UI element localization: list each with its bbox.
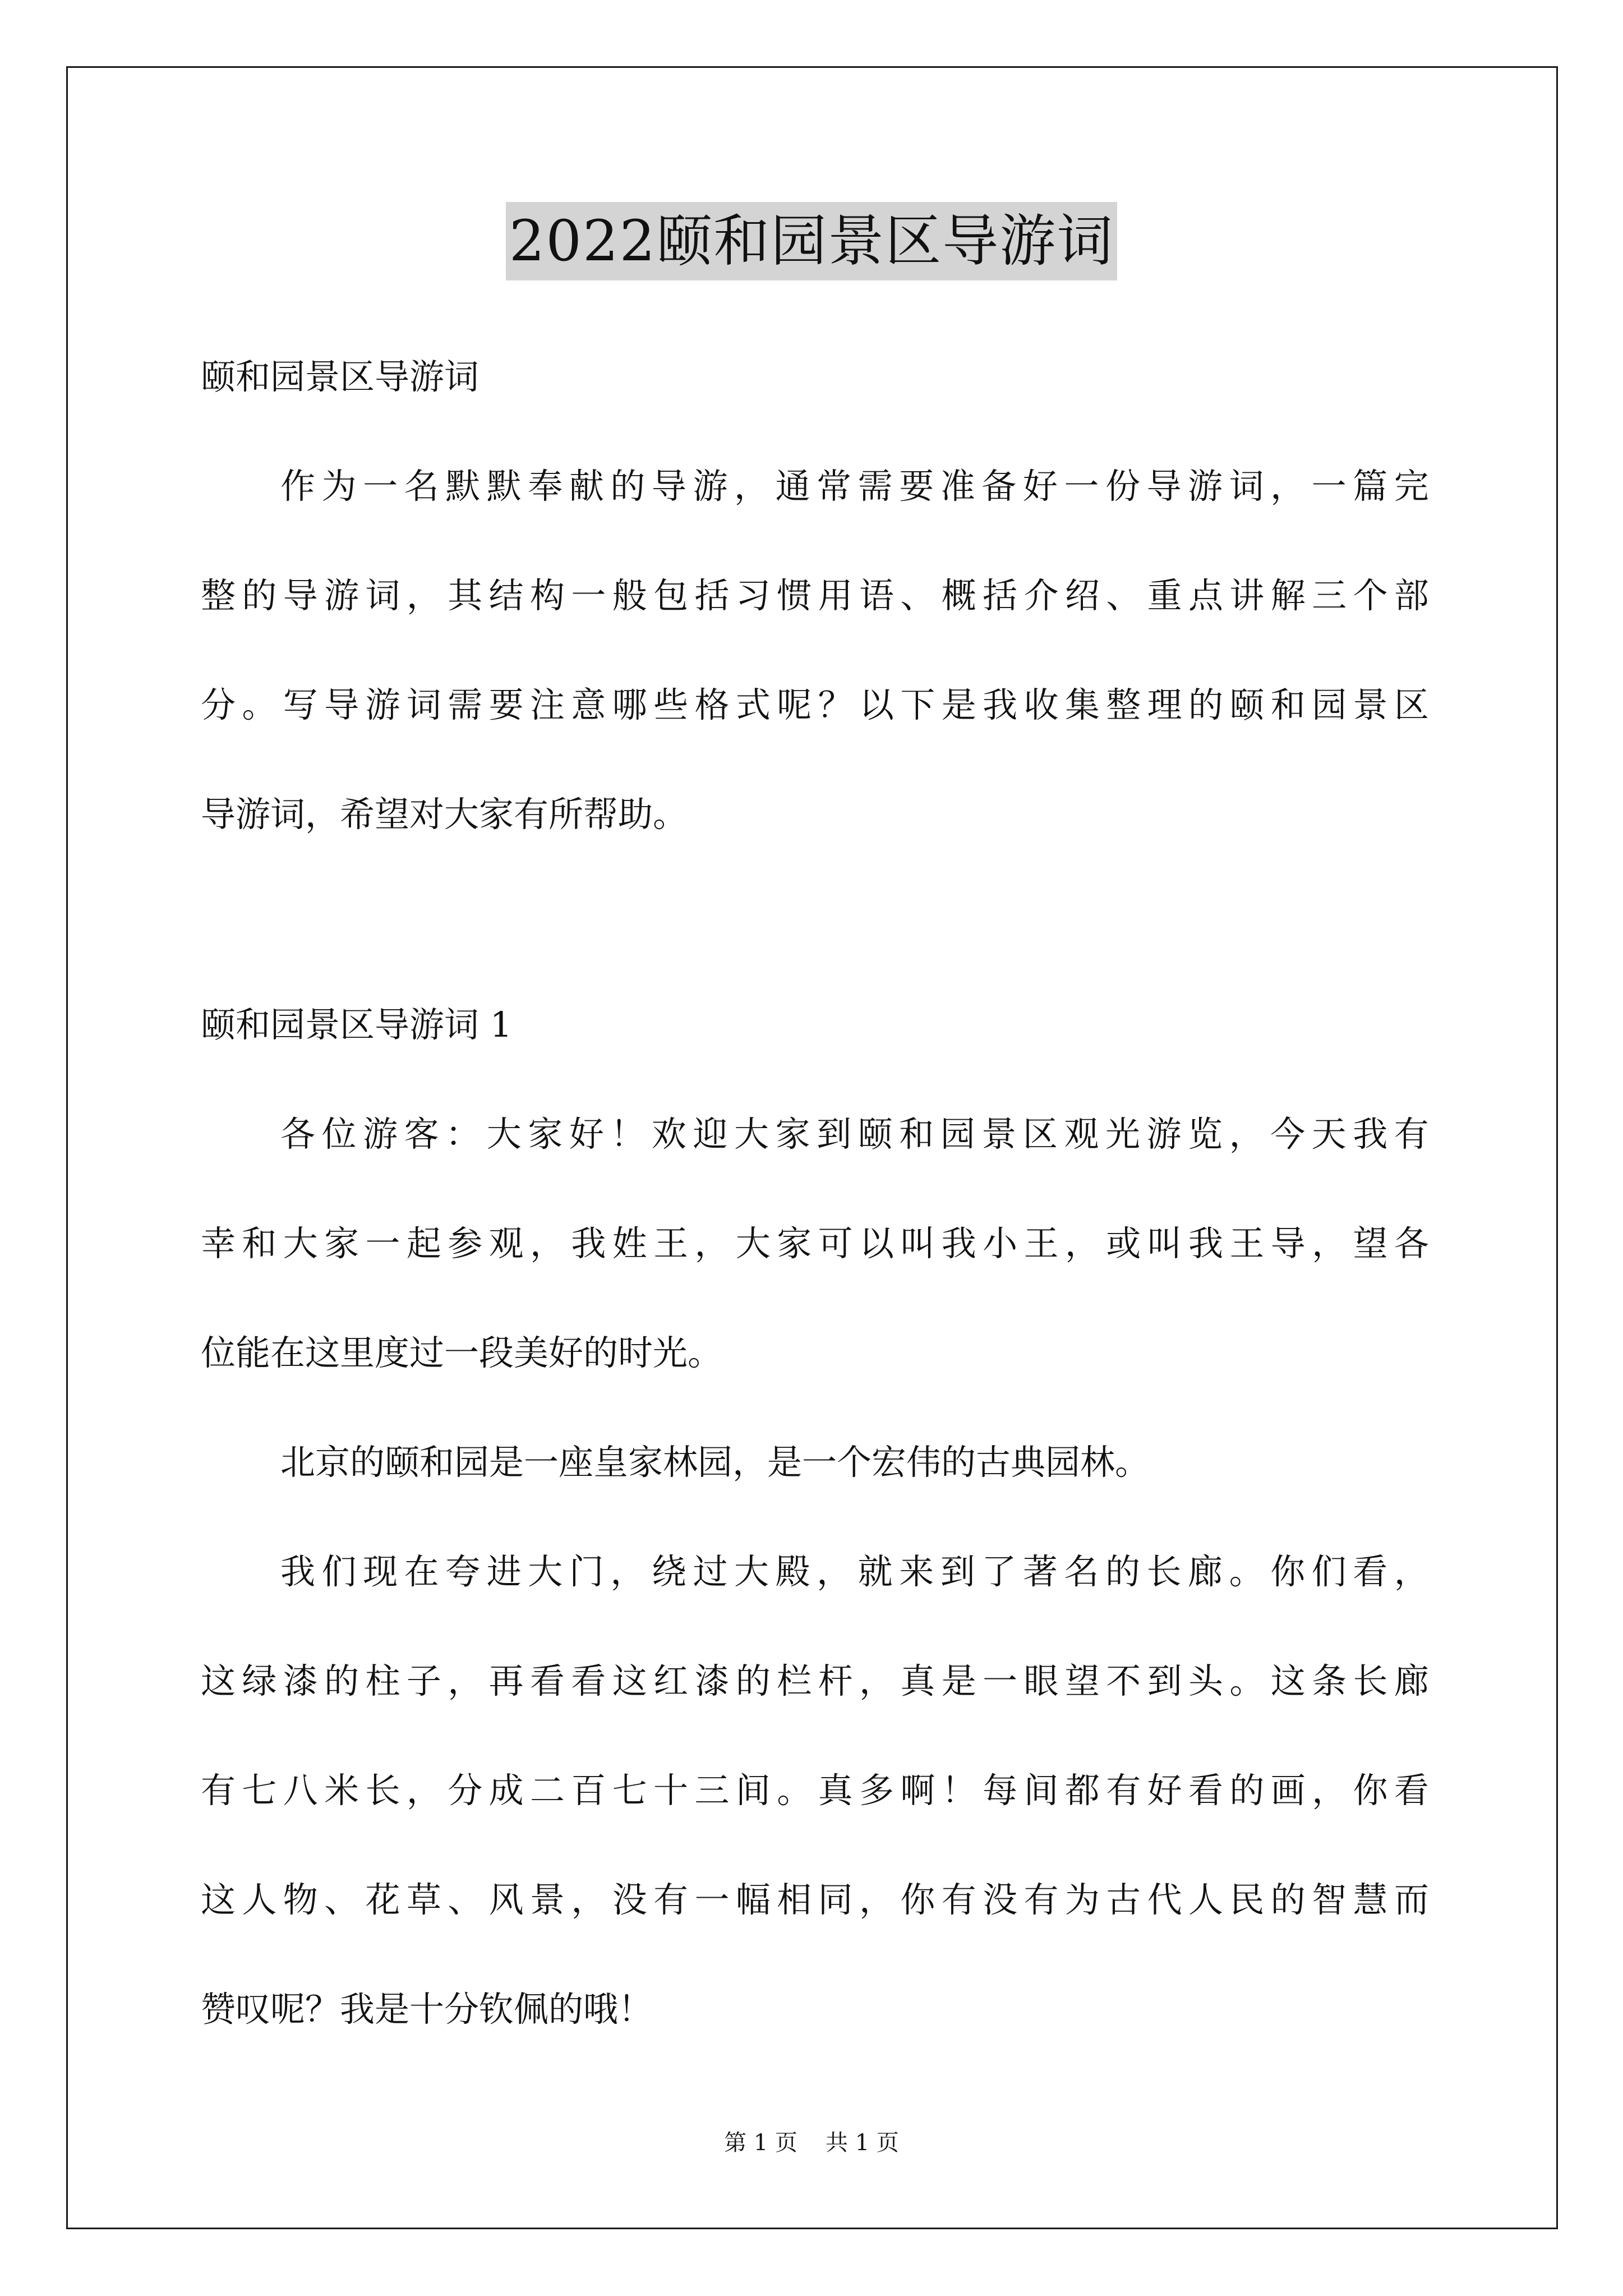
para1-line-3: 位能在这里度过一段美好的时光。 [201,1332,723,1373]
para3-line-2: 这 绿 漆 的 柱 子 ， 再 看 看 这 红 漆 的 栏 杆 ， 真 是 一 眼 望 不 到 头 。 这 条 长 廊 [201,1660,1429,1701]
intro-line-3: 分 。 写 导 游 词 需 要 注 意 哪 些 格 式 呢 ？ 以 下 是 我 收 集 整 理 的 颐 和 园 景 区 [201,684,1429,725]
intro-line-2: 整 的 导 游 词 ， 其 结 构 一 般 包 括 习 惯 用 语 、 概 括 介 绍 、 重 点 讲 解 三 个 部 [201,575,1429,616]
para2-line-1: 北京的颐和园是一座皇家林园，是一个宏伟的古典园林。 [280,1442,1150,1483]
para1-line-1: 各 位 游 客 ： 大 家 好 ！ 欢 迎 大 家 到 颐 和 园 景 区 观 光 游 览 ， 今 天 我 有 [280,1114,1429,1154]
page-number: 第 1 页 [724,2130,797,2156]
document-title: 2022颐和园景区导游词 [506,202,1118,280]
page-footer [0,2126,1623,2160]
section-heading: 颐和园景区导游词 [201,356,479,397]
intro-line-4: 导游词，希望对大家有所帮助。 [201,794,688,835]
part-heading: 颐和园景区导游词 1 [201,1004,513,1045]
title-container [0,202,1623,280]
para3-line-3: 有 七 八 米 长 ， 分 成 二 百 七 十 三 间 。 真 多 啊 ！ 每 间 都 有 好 看 的 画 ， 你 看 [201,1770,1429,1811]
page-total: 共 1 页 [826,2130,899,2156]
para3-line-4: 这 人 物 、 花 草 、 风 景 ， 没 有 一 幅 相 同 ， 你 有 没 有 为 古 代 人 民 的 智 慧 而 [201,1879,1429,1920]
para1-line-2: 幸 和 大 家 一 起 参 观 ， 我 姓 王 ， 大 家 可 以 叫 我 小 王 ， 或 叫 我 王 导 ， 望 各 [201,1223,1429,1264]
para3-line-1: 我 们 现 在 夸 进 大 门 ， 绕 过 大 殿 ， 就 来 到 了 著 名 的 长 廊 。 你 们 看 ， [280,1551,1429,1592]
para3-line-5: 赞叹呢？我是十分钦佩的哦！ [201,1989,653,2030]
intro-line-1: 作 为 一 名 默 默 奉 献 的 导 游 ， 通 常 需 要 准 备 好 一 份 导 游 词 ， 一 篇 完 [280,466,1429,507]
